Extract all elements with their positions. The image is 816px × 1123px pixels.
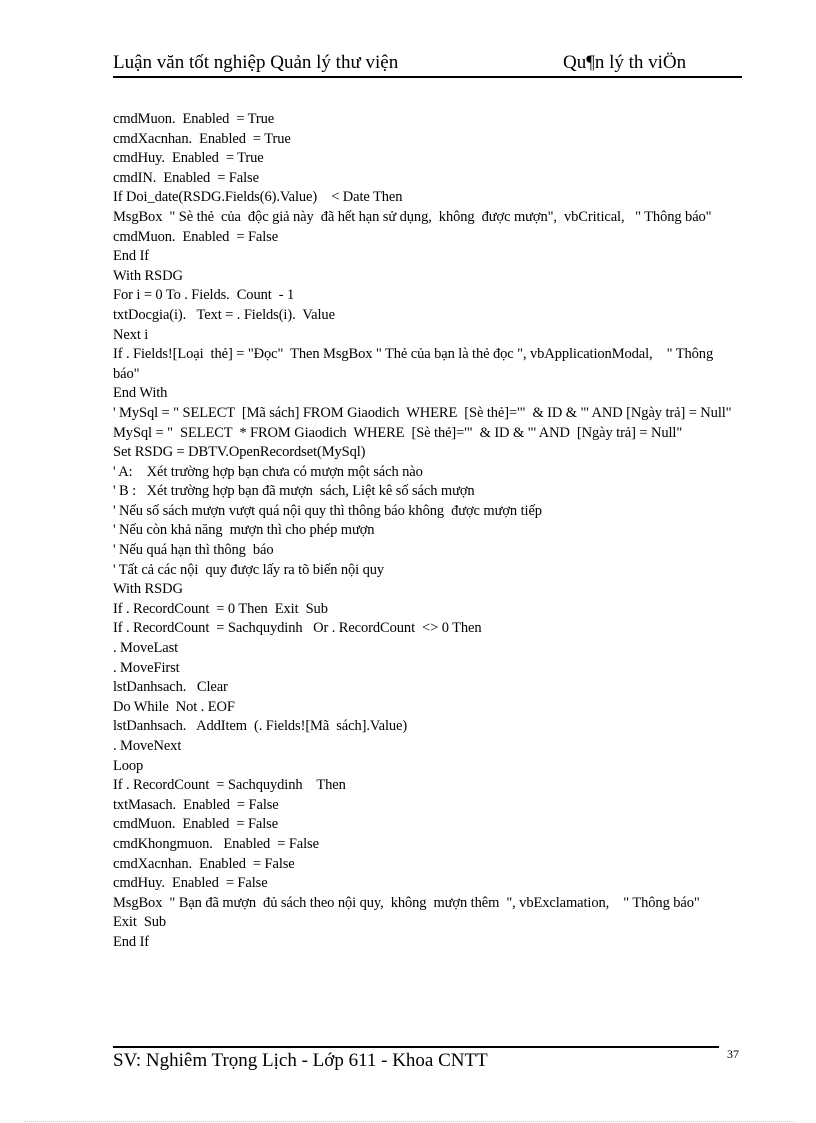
code-line: . MoveLast xyxy=(113,640,179,657)
code-line: ' A: Xét trường hợp bạn chưa có mượn một sách nào xyxy=(113,463,423,480)
code-line: If . RecordCount = 0 Then Exit Sub xyxy=(113,600,328,617)
code-line: txtMasach. Enabled = False xyxy=(113,796,279,813)
code-line: cmdKhongmuon. Enabled = False xyxy=(113,835,319,852)
code-line: ' Nếu số sách mượn vượt quá nội quy thì thông báo không được mượn tiếp xyxy=(113,502,542,519)
code-listing xyxy=(113,110,743,953)
code-line: If . Fields![Loại thẻ] = "Đọc" Then MsgBox " Thẻ của bạn là thẻ đọc ", vbApplicationModal, " Thông báo" xyxy=(113,346,717,382)
footer-author-line: SV: Nghiêm Trọng Lịch - Lớp 611 - Khoa CNTT xyxy=(113,1050,488,1071)
footer-divider xyxy=(113,1046,719,1048)
code-line: lstDanhsach. AddItem (. Fields![Mã sách].Value) xyxy=(113,718,408,735)
code-line: . MoveNext xyxy=(113,738,182,754)
code-line: ' MySql = " SELECT [Mã sách] FROM Giaodich WHERE [Sè thẻ]='" & ID & "' AND [Ngày trả] = Null" xyxy=(113,404,732,421)
code-line: Exit Sub xyxy=(113,914,167,931)
code-line: cmdMuon. Enabled = True xyxy=(113,111,275,127)
code-line: MsgBox " Bạn đã mượn đủ sách theo nội quy, không mượn thêm ", vbExclamation, " Thông báo" xyxy=(113,894,700,911)
code-line: cmdHuy. Enabled = False xyxy=(113,875,268,892)
code-line: . MoveFirst xyxy=(113,659,180,676)
code-line: cmdXacnhan. Enabled = True xyxy=(113,130,291,147)
code-line: cmdXacnhan. Enabled = False xyxy=(113,855,295,872)
code-line: Loop xyxy=(113,757,144,774)
code-line: Do While Not . EOF xyxy=(113,698,235,715)
code-line: MsgBox " Sè thẻ của độc giả này đã hết hạn sử dụng, không được mượn", vbCritical, " Thông báo" xyxy=(113,208,712,225)
code-line: If Doi_date(RSDG.Fields(6).Value) < Date Then xyxy=(113,189,403,206)
code-line: End With xyxy=(113,385,168,402)
code-line: MySql = " SELECT * FROM Giaodich WHERE [Sè thẻ]='" & ID & "' AND [Ngày trả] = Null" xyxy=(113,424,683,441)
code-line: For i = 0 To . Fields. Count - 1 xyxy=(113,287,295,304)
code-line: End If xyxy=(113,248,150,265)
code-line: Set RSDG = DBTV.OpenRecordset(MySql) xyxy=(113,444,366,461)
code-line: cmdMuon. Enabled = False xyxy=(113,228,279,245)
code-line: ' B : Xét trường hợp bạn đã mượn sách, Liệt kê số sách mượn xyxy=(113,483,475,500)
code-line: Next i xyxy=(113,326,149,343)
page-bottom-edge xyxy=(24,1121,794,1122)
header-title: Luận văn tốt nghiệp Quản lý thư viện xyxy=(113,52,399,73)
code-line: If . RecordCount = Sachquydinh Or . RecordCount <> 0 Then xyxy=(113,620,482,637)
code-line: With RSDG xyxy=(113,267,183,284)
code-line: If . RecordCount = Sachquydinh Then xyxy=(113,777,346,794)
code-line: ' Nếu quá hạn thì thông báo xyxy=(113,542,274,559)
code-line: lstDanhsach. Clear xyxy=(113,679,228,696)
code-line: txtDocgia(i). Text = . Fields(i). Value xyxy=(113,306,335,323)
code-line: End If xyxy=(113,933,150,950)
code-line: cmdMuon. Enabled = False xyxy=(113,816,279,833)
code-line: With RSDG xyxy=(113,581,183,598)
code-line: cmdIN. Enabled = False xyxy=(113,169,259,186)
code-line: ' Tất cả các nội quy được lấy ra tõ biến nội quy xyxy=(113,561,385,578)
code-line: cmdHuy. Enabled = True xyxy=(113,150,264,167)
code-line: ' Nếu còn khả năng mượn thì cho phép mượn xyxy=(113,522,375,539)
header-divider xyxy=(113,76,742,78)
page-number: 37 xyxy=(727,1047,739,1061)
header-right-title: Qu¶n lý th viÖn xyxy=(563,52,687,73)
